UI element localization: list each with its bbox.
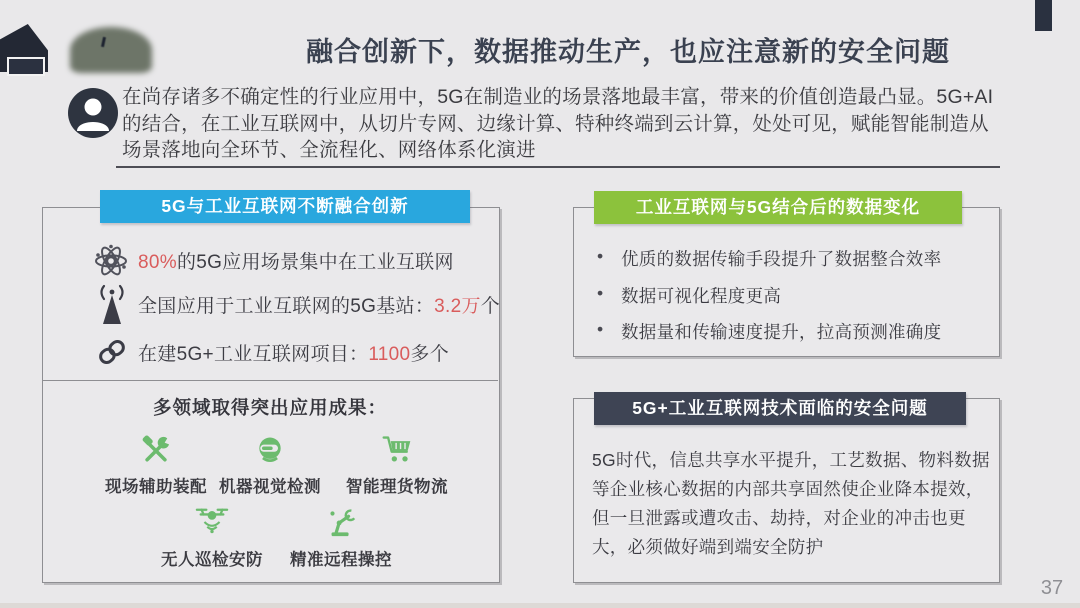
page-number: 37	[1040, 577, 1064, 599]
atom-icon	[93, 242, 129, 282]
top-right-dark-bar	[1035, 0, 1052, 31]
intro-paragraph: 在尚存诸多不确定性的行业应用中，5G在制造业的场景落地最丰富，带来的价值创造最凸显。5G+AI的结合，在工业互联网中，从切片专网、边缘计算、特种终端到云计算，处处可见，赋能智能制造从场景落地向全环节、全流程化、网络体系化演进	[122, 86, 994, 161]
person-icon	[68, 88, 118, 138]
achievement-label: 现场辅助装配	[105, 478, 207, 496]
stat-highlight: 80%	[138, 252, 177, 273]
photo-fragment-window	[7, 57, 45, 76]
achievement-item	[204, 434, 336, 497]
achievement-item	[90, 434, 222, 497]
right-top-panel-header: 工业互联网与5G结合后的数据变化	[594, 191, 962, 224]
robot-arm-icon	[324, 505, 358, 539]
antenna-icon	[95, 284, 131, 324]
stat-base-stations: 全国应用于工业互联网的5G基站：3.2万个	[138, 296, 501, 317]
photo-fragment-dome	[70, 27, 152, 73]
drone-icon	[195, 505, 229, 539]
achievement-label: 机器视觉检测	[219, 478, 321, 496]
stat-highlight: 1100	[368, 344, 411, 365]
stat-applications: 80%的5G应用场景集中在工业互联网	[138, 252, 454, 273]
achievement-label: 无人巡检安防	[161, 551, 263, 569]
left-panel-header: 5G与工业互联网不断融合创新	[100, 190, 470, 223]
intro-underline	[116, 166, 1000, 168]
bullet-dot: •	[597, 246, 604, 266]
vr-helmet-icon	[254, 434, 286, 466]
achievement-item	[146, 505, 278, 570]
security-paragraph: 5G时代，信息共享水平提升，工艺数据、物料数据等企业核心数据的内部共享固然使企业降本提效，但一旦泄露或遭攻击、劫持，对企业的冲击也更大，必须做好端到端安全防护	[592, 450, 990, 557]
achievement-label: 智能理货物流	[346, 478, 448, 496]
cart-icon	[381, 434, 413, 466]
right-bottom-panel-header: 5G+工业互联网技术面临的安全问题	[594, 392, 966, 425]
bullet-item: • 优质的数据传输手段提升了数据整合效率	[597, 246, 942, 269]
achievement-item	[331, 434, 463, 497]
bullet-item: • 数据可视化程度更高	[597, 283, 782, 306]
left-panel-divider	[42, 380, 498, 381]
bullet-dot: •	[597, 319, 604, 339]
tools-icon	[140, 434, 172, 466]
link-icon	[93, 334, 129, 374]
achievement-label: 精准远程操控	[290, 551, 392, 569]
achievements-subheading: 多领域取得突出应用成果：	[152, 397, 387, 418]
stat-highlight: 3.2万	[434, 296, 481, 317]
bullet-item: • 数据量和传输速度提升，拉高预测准确度	[597, 319, 942, 342]
bottom-edge	[0, 603, 1080, 608]
stat-projects: 在建5G+工业互联网项目：1100多个	[138, 344, 450, 365]
page-title: 融合创新下，数据推动生产，也应注意新的安全问题	[306, 37, 950, 67]
bullet-dot: •	[597, 283, 604, 303]
achievement-item	[275, 505, 407, 570]
